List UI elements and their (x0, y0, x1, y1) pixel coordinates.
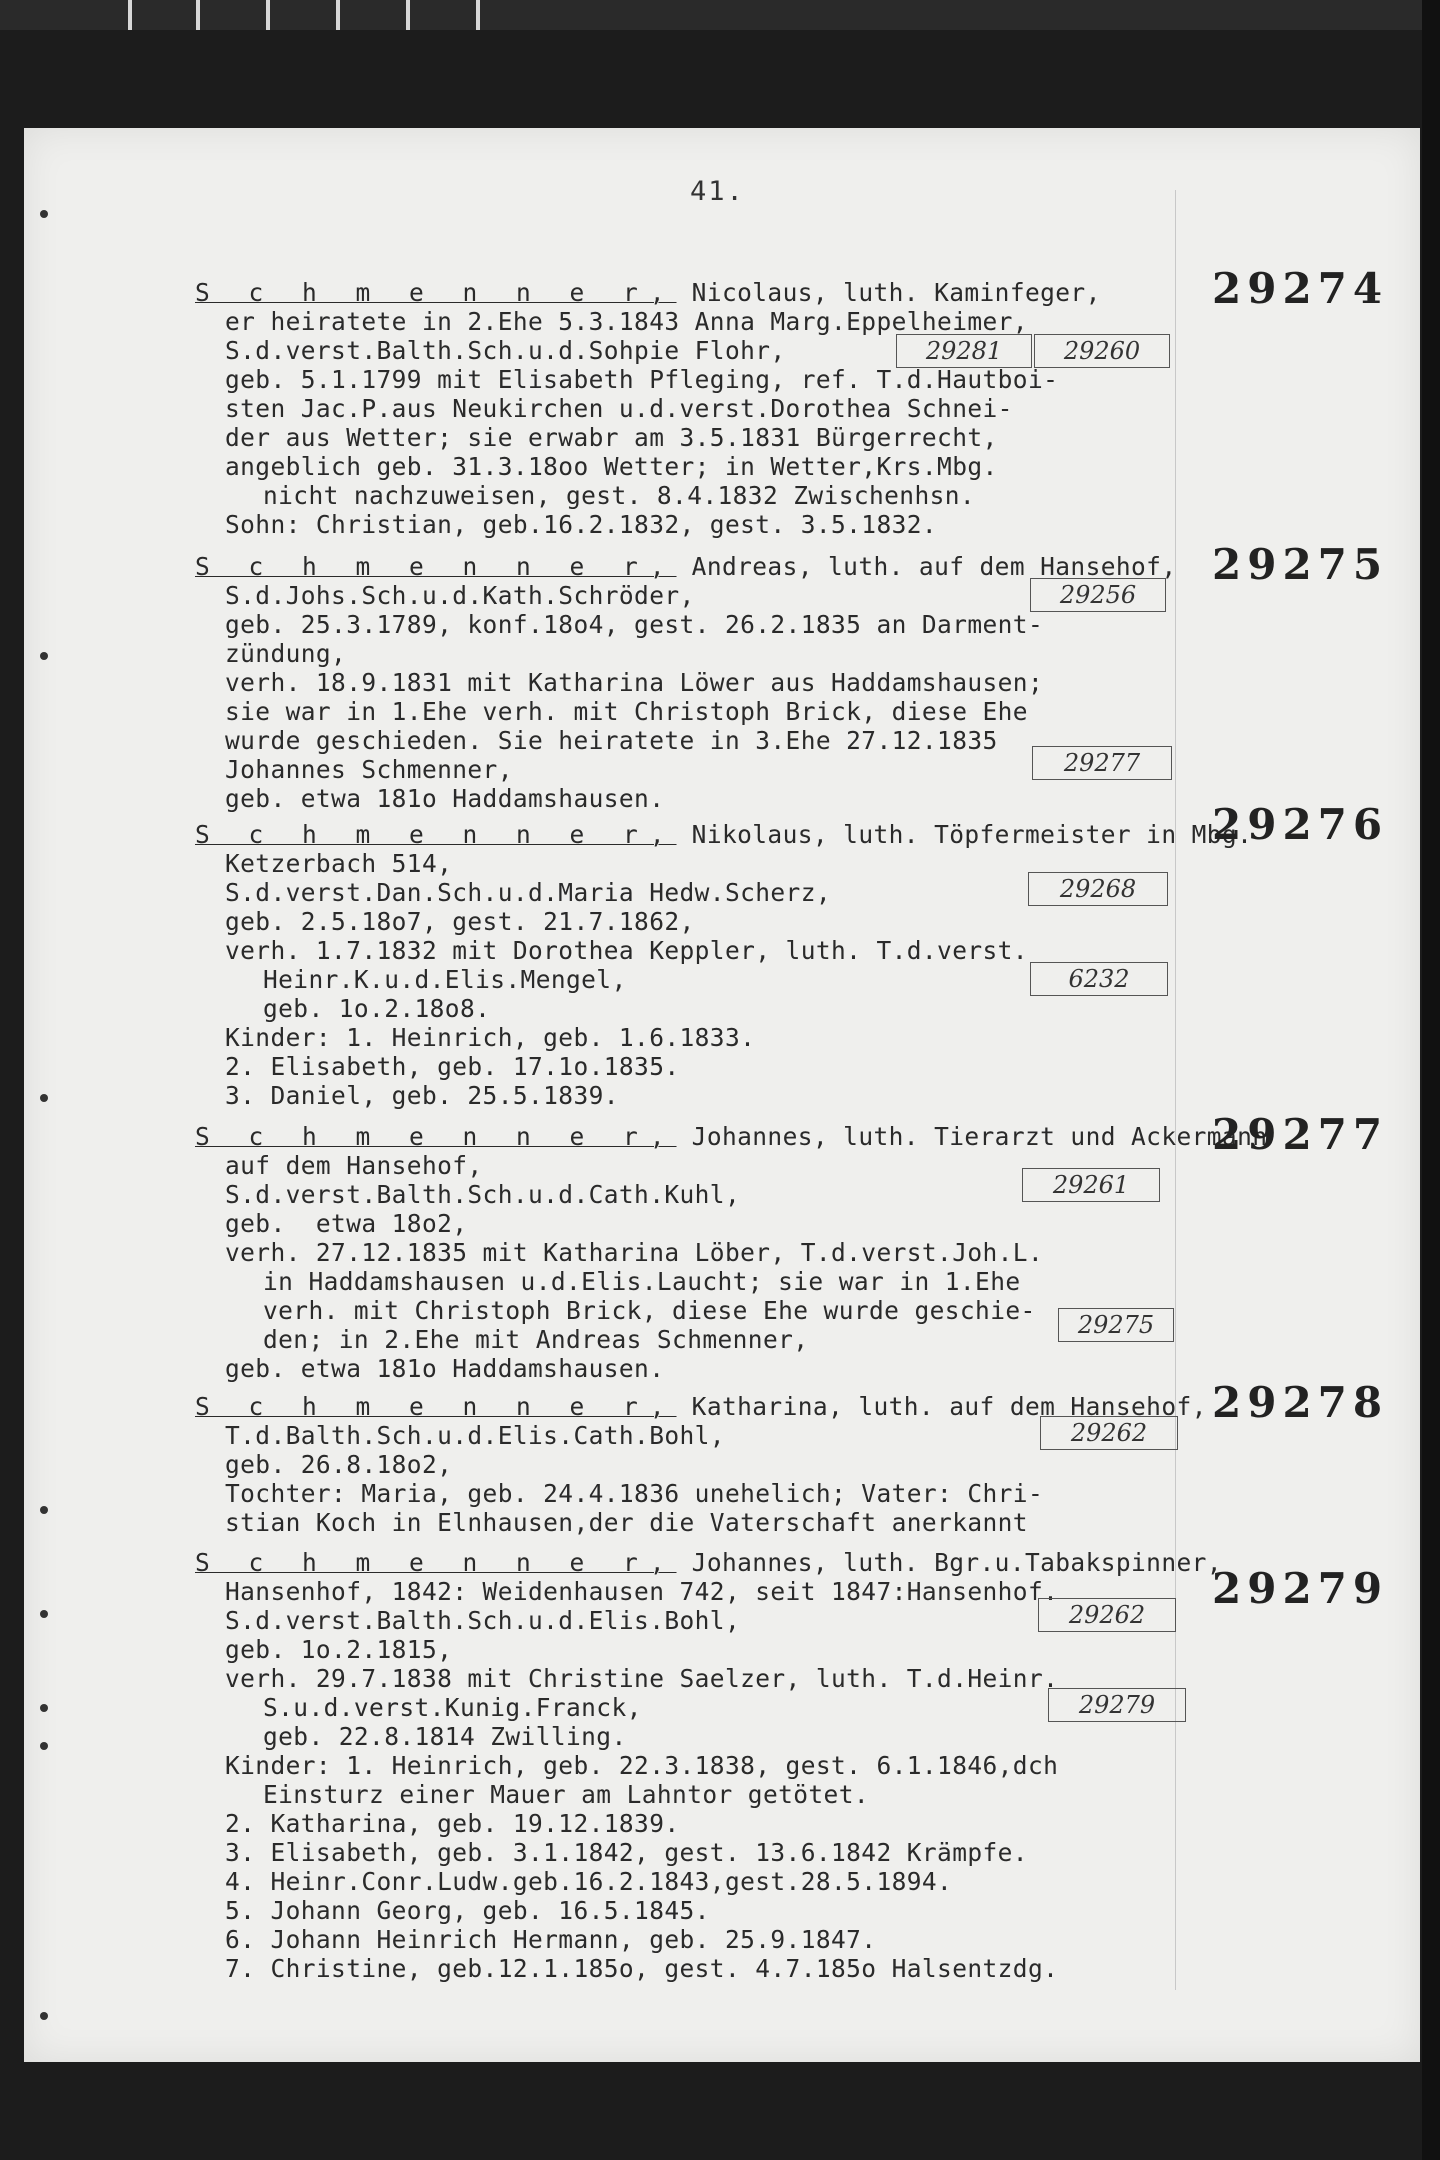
punch-hole (40, 210, 48, 218)
record-head: Johannes, luth. Bgr.u.Tabakspinner, (676, 1548, 1222, 1577)
record-line: Kinder: 1. Heinrich, geb. 1.6.1833. (225, 1023, 756, 1052)
record-line: auf dem Hansehof, (225, 1151, 483, 1180)
record-surname: S c h m e n n e r, (195, 1122, 677, 1151)
record-head: Nikolaus, luth. Töpfermeister in Mbg. (676, 820, 1253, 849)
punch-hole (40, 1704, 48, 1712)
record-id: 29277 (1212, 1110, 1389, 1159)
record-line: sten Jac.P.aus Neukirchen u.d.verst.Dorothea Schnei- (225, 394, 1013, 423)
record-id: 29274 (1212, 264, 1389, 313)
reference-box: 29277 (1032, 746, 1172, 780)
record-head: Johannes, luth. Tierarzt und Ackermann (676, 1122, 1268, 1151)
record-id: 29278 (1212, 1378, 1389, 1427)
record-head: Katharina, luth. auf dem Hansehof, (676, 1392, 1207, 1421)
record-line: Heinr.K.u.d.Elis.Mengel, (263, 965, 627, 994)
record-head: Andreas, luth. auf dem Hansehof, (676, 552, 1177, 581)
record-line: 6. Johann Heinrich Hermann, geb. 25.9.1847. (225, 1925, 877, 1954)
record-surname: S c h m e n n e r, (195, 1392, 677, 1421)
record-line: Hansenhof, 1842: Weidenhausen 742, seit 1847:Hansenhof. (225, 1577, 1059, 1606)
reference-box: 29262 (1038, 1598, 1176, 1632)
record-line: geb. 26.8.18o2, (225, 1450, 453, 1479)
record-entry (195, 278, 1195, 539)
reference-box: 29262 (1040, 1416, 1178, 1450)
record-line: Ketzerbach 514, (225, 849, 453, 878)
scan-tick (128, 0, 132, 30)
punch-hole (40, 1610, 48, 1618)
record-line: geb. 22.8.1814 Zwilling. (263, 1722, 627, 1751)
scan-top-band (0, 0, 1440, 30)
reference-box: 29256 (1030, 578, 1166, 612)
record-head: Nicolaus, luth. Kaminfeger, (676, 278, 1101, 307)
record-line: T.d.Balth.Sch.u.d.Elis.Cath.Bohl, (225, 1421, 725, 1450)
scan-tick (266, 0, 270, 30)
record-surname: S c h m e n n e r, (195, 820, 677, 849)
record-line: wurde geschieden. Sie heiratete in 3.Ehe 27.12.1835 (225, 726, 998, 755)
record-line: 2. Katharina, geb. 19.12.1839. (225, 1809, 680, 1838)
record-surname: S c h m e n n e r, (195, 1548, 677, 1577)
record-line: zündung, (225, 639, 347, 668)
record-line: S.u.d.verst.Kunig.Franck, (263, 1693, 642, 1722)
record-line: in Haddamshausen u.d.Elis.Laucht; sie war in 1.Ehe (263, 1267, 1021, 1296)
record-entry (195, 1122, 1268, 1383)
record-line: verh. 18.9.1831 mit Katharina Löwer aus Haddamshausen; (225, 668, 1044, 697)
record-surname: S c h m e n n e r, (195, 278, 677, 307)
record-line: den; in 2.Ehe mit Andreas Schmenner, (263, 1325, 809, 1354)
record-line: 5. Johann Georg, geb. 16.5.1845. (225, 1896, 710, 1925)
record-line: S.d.verst.Balth.Sch.u.d.Sohpie Flohr, (225, 336, 786, 365)
reference-box: 29260 (1034, 334, 1170, 368)
punch-hole (40, 2012, 48, 2020)
reference-box: 29268 (1028, 872, 1168, 906)
record-line: geb. etwa 18o2, (225, 1209, 468, 1238)
record-line: Johannes Schmenner, (225, 755, 513, 784)
record-line: geb. 25.3.1789, konf.18o4, gest. 26.2.1835 an Darment- (225, 610, 1044, 639)
reference-box: 29281 (896, 334, 1032, 368)
record-line: Tochter: Maria, geb. 24.4.1836 unehelich; Vater: Chri- (225, 1479, 1044, 1508)
record-line: 3. Elisabeth, geb. 3.1.1842, gest. 13.6.1842 Krämpfe. (225, 1838, 1028, 1867)
record-line: 4. Heinr.Conr.Ludw.geb.16.2.1843,gest.28.5.1894. (225, 1867, 953, 1896)
reference-box: 29279 (1048, 1688, 1186, 1722)
record-line: geb. 2.5.18o7, gest. 21.7.1862, (225, 907, 695, 936)
record-line: Sohn: Christian, geb.16.2.1832, gest. 3.5.1832. (225, 510, 938, 539)
record-line: verh. mit Christoph Brick, diese Ehe wurde geschie- (263, 1296, 1036, 1325)
punch-hole (40, 1094, 48, 1102)
scan-tick (406, 0, 410, 30)
record-line: 2. Elisabeth, geb. 17.1o.1835. (225, 1052, 680, 1081)
record-line: nicht nachzuweisen, gest. 8.4.1832 Zwischenhsn. (263, 481, 976, 510)
record-line: S.d.verst.Dan.Sch.u.d.Maria Hedw.Scherz, (225, 878, 832, 907)
record-line: geb. 5.1.1799 mit Elisabeth Pfleging, ref. T.d.Hautboi- (225, 365, 1059, 394)
page-number: 41. (690, 176, 745, 207)
record-line: S.d.verst.Balth.Sch.u.d.Elis.Bohl, (225, 1606, 741, 1635)
reference-box: 29261 (1022, 1168, 1160, 1202)
record-id: 29276 (1212, 800, 1389, 849)
record-id: 29279 (1212, 1564, 1389, 1613)
record-line: stian Koch in Elnhausen,der die Vaterschaft anerkannt (225, 1508, 1028, 1537)
record-entry (195, 1392, 1207, 1537)
scan-edge (1422, 0, 1440, 2160)
record-line: 7. Christine, geb.12.1.185o, gest. 4.7.185o Halsentzdg. (225, 1954, 1059, 1983)
record-line: geb. etwa 181o Haddamshausen. (225, 784, 665, 813)
record-line: geb. etwa 181o Haddamshausen. (225, 1354, 665, 1383)
record-line: Kinder: 1. Heinrich, geb. 22.3.1838, gest. 6.1.1846,dch (225, 1751, 1059, 1780)
record-line: verh. 1.7.1832 mit Dorothea Keppler, luth. T.d.verst. (225, 936, 1028, 965)
record-id: 29275 (1212, 540, 1389, 589)
record-line: verh. 29.7.1838 mit Christine Saelzer, luth. T.d.Heinr. (225, 1664, 1059, 1693)
record-line: 3. Daniel, geb. 25.5.1839. (225, 1081, 619, 1110)
scan-tick (336, 0, 340, 30)
scan-tick (476, 0, 480, 30)
record-surname: S c h m e n n e r, (195, 552, 677, 581)
punch-hole (40, 652, 48, 660)
record-line: angeblich geb. 31.3.18oo Wetter; in Wetter,Krs.Mbg. (225, 452, 998, 481)
scan-tick (196, 0, 200, 30)
reference-box: 6232 (1030, 962, 1168, 996)
record-line: S.d.verst.Balth.Sch.u.d.Cath.Kuhl, (225, 1180, 741, 1209)
punch-hole (40, 1506, 48, 1514)
reference-box: 29275 (1058, 1308, 1174, 1342)
record-line: er heiratete in 2.Ehe 5.3.1843 Anna Marg.Eppelheimer, (225, 307, 1028, 336)
record-line: der aus Wetter; sie erwabr am 3.5.1831 Bürgerrecht, (225, 423, 998, 452)
record-line: geb. 1o.2.18o8. (263, 994, 491, 1023)
record-line: S.d.Johs.Sch.u.d.Kath.Schröder, (225, 581, 695, 610)
record-line: verh. 27.12.1835 mit Katharina Löber, T.d.verst.Joh.L. (225, 1238, 1044, 1267)
record-line: Einsturz einer Mauer am Lahntor getötet. (263, 1780, 870, 1809)
record-line: sie war in 1.Ehe verh. mit Christoph Brick, diese Ehe (225, 697, 1028, 726)
record-line: geb. 1o.2.1815, (225, 1635, 453, 1664)
punch-hole (40, 1742, 48, 1750)
